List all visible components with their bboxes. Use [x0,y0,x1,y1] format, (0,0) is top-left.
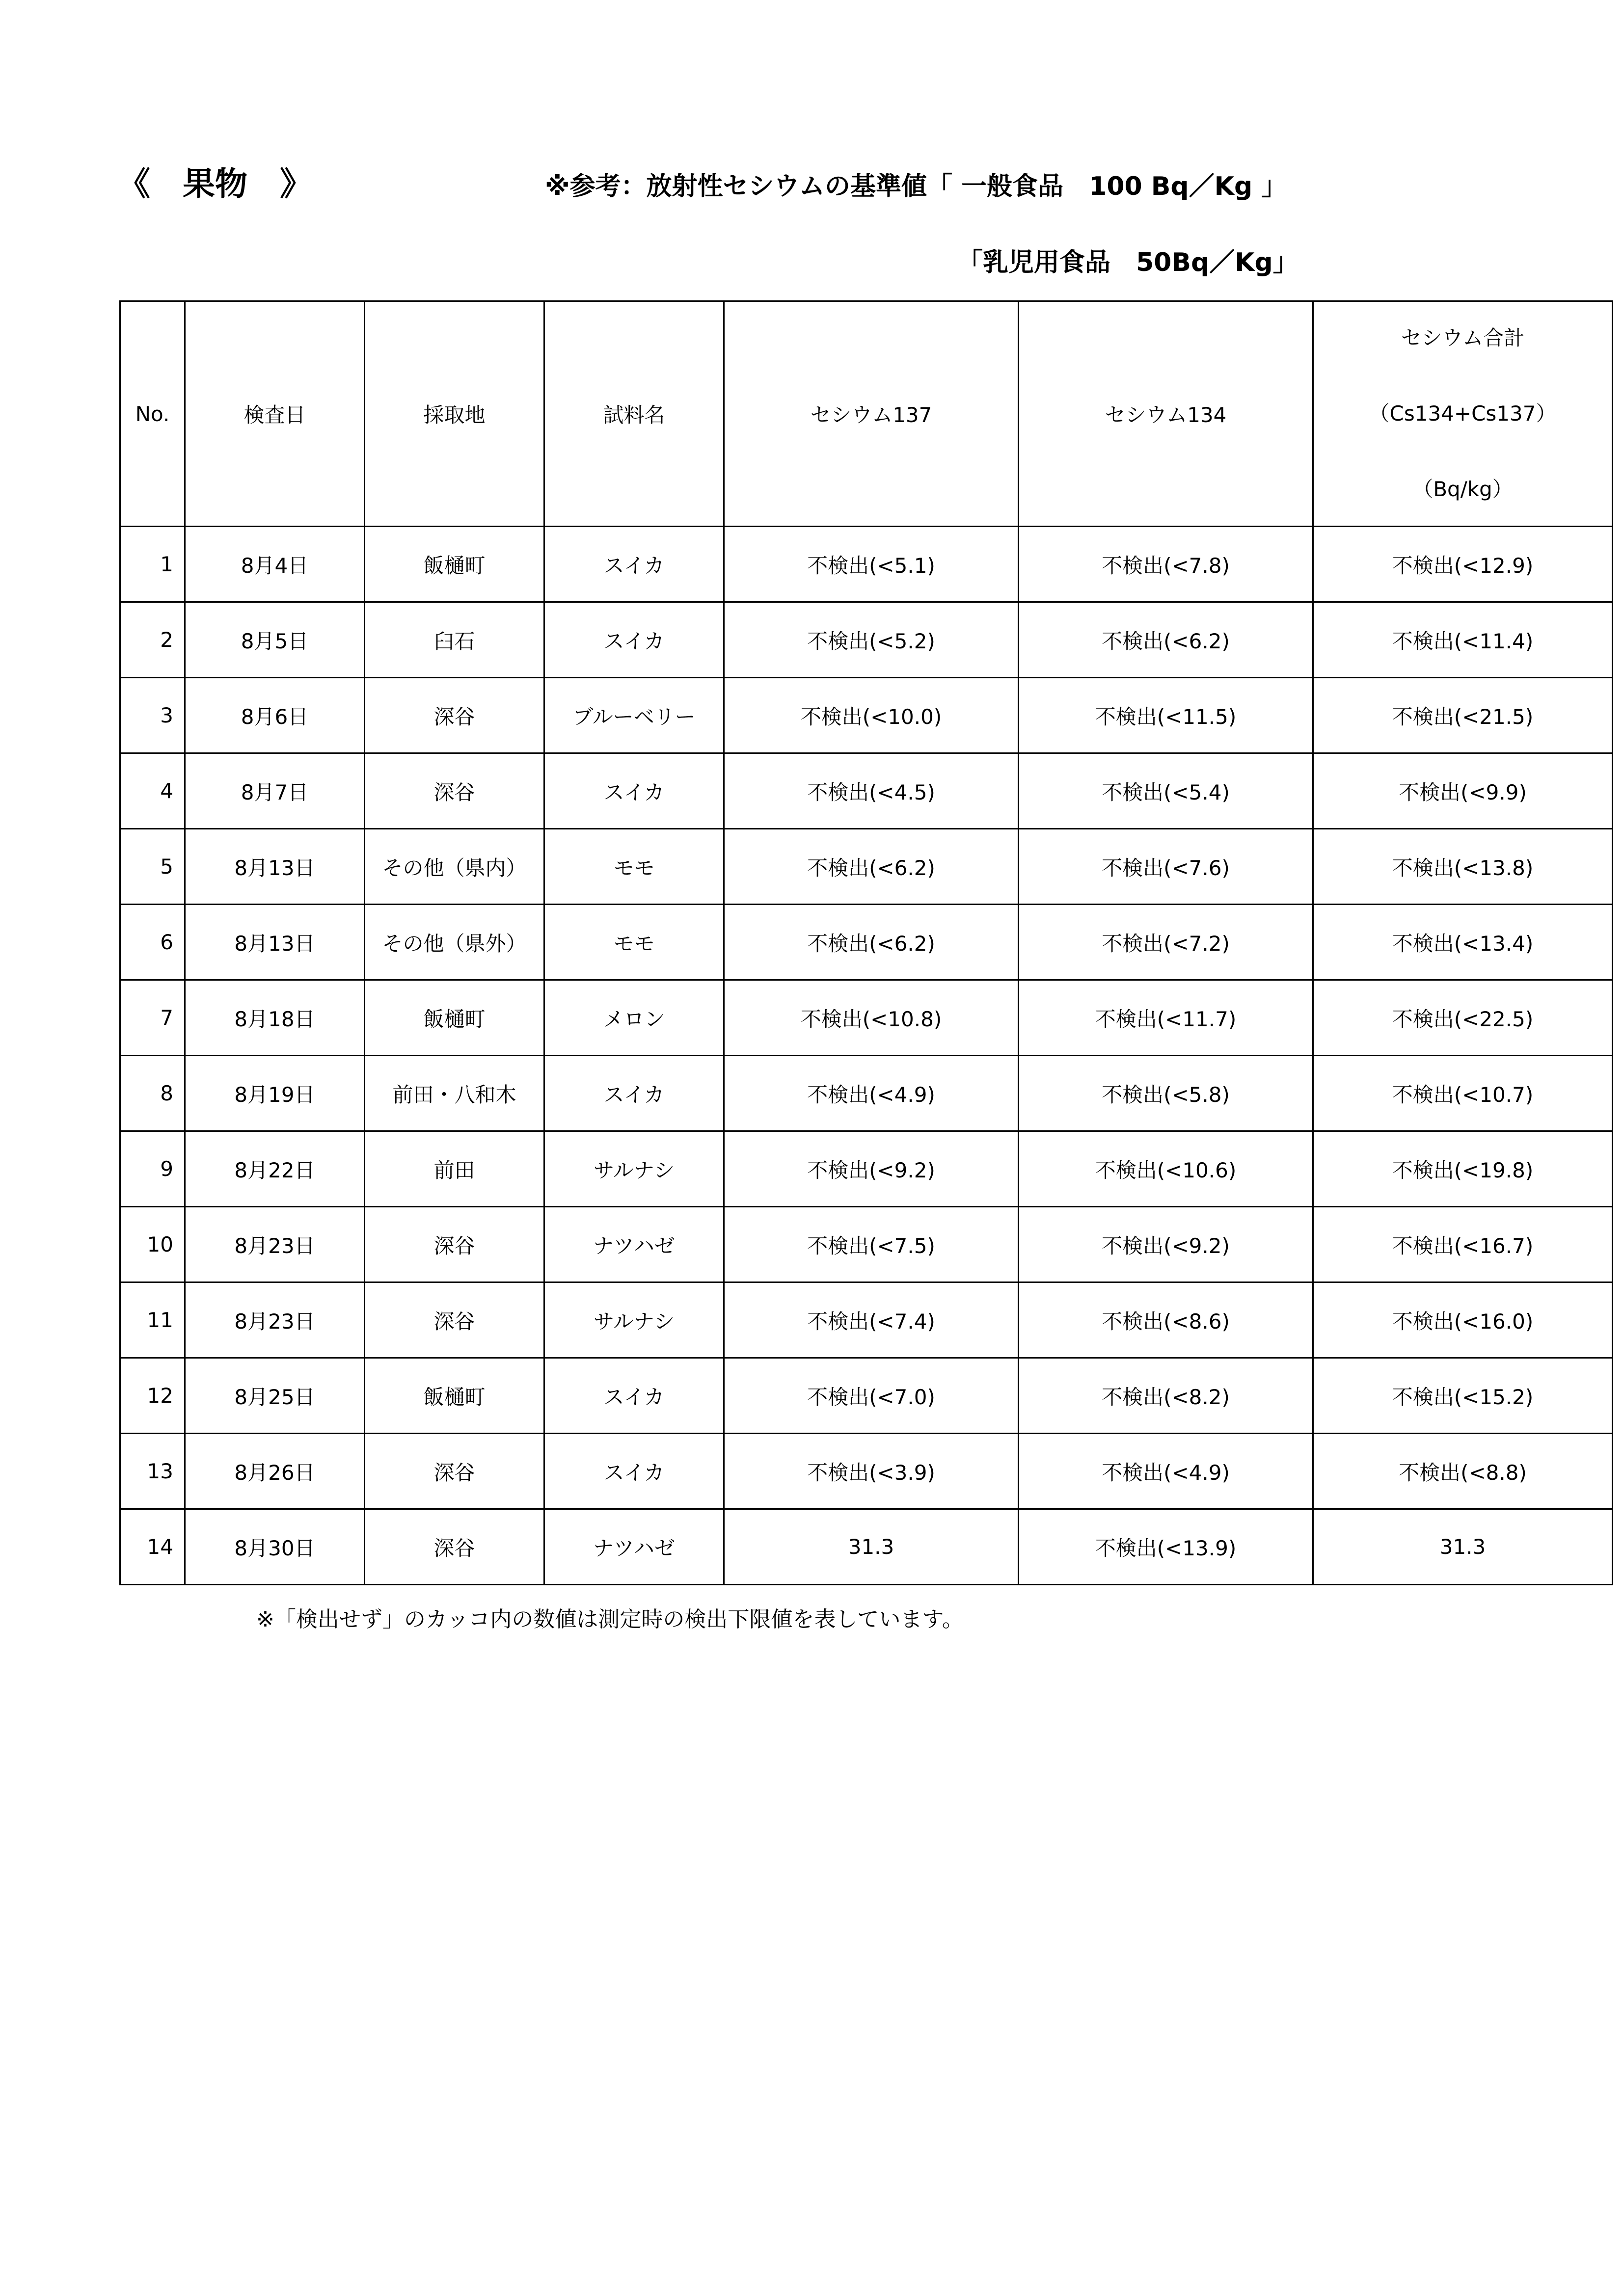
cell-cs137: 不検出(<6.2) [724,905,1019,980]
cell-total: 不検出(<16.7) [1313,1207,1613,1282]
cell-cs134: 不検出(<7.2) [1019,905,1313,980]
cell-location: 前田・八和木 [365,1056,544,1131]
header-sample: 試料名 [544,301,724,527]
cell-no: 4 [120,753,185,829]
cell-date: 8月4日 [185,527,365,602]
cell-cs137: 不検出(<3.9) [724,1434,1019,1509]
cell-sample: スイカ [544,602,724,678]
table-row [120,1282,1613,1358]
header-no: No. [120,301,185,527]
cell-cs134: 不検出(<7.8) [1019,527,1313,602]
header-location: 採取地 [365,301,544,527]
cell-sample: ブルーベリー [544,678,724,753]
header-total-title: セシウム合計 [1401,326,1525,350]
cell-no: 7 [120,980,185,1056]
cell-total: 不検出(<13.8) [1313,829,1613,905]
cell-sample: スイカ [544,527,724,602]
cell-no: 2 [120,602,185,678]
cell-no: 13 [120,1434,185,1509]
cell-total: 不検出(<22.5) [1313,980,1613,1056]
table-row [120,1207,1613,1282]
cell-location: 飯樋町 [365,980,544,1056]
cell-total: 不検出(<19.8) [1313,1131,1613,1207]
cell-date: 8月23日 [185,1207,365,1282]
cell-total: 不検出(<8.8) [1313,1434,1613,1509]
cell-no: 10 [120,1207,185,1282]
table-row [120,602,1613,678]
cell-sample: ナツハゼ [544,1207,724,1282]
cell-cs134: 不検出(<5.8) [1019,1056,1313,1131]
cell-sample: スイカ [544,1056,724,1131]
footnote: ※「検出せず」のカッコ内の数値は測定時の検出下限値を表しています。 [256,1607,964,1632]
cell-cs134: 不検出(<6.2) [1019,602,1313,678]
header-total-formula: （Cs134+Cs137） [1369,401,1557,426]
cell-cs134: 不検出(<9.2) [1019,1207,1313,1282]
reference-standard-general: ※参考：放射性セシウムの基準値「 一般食品 100 Bq／Kg 」 [545,172,1287,201]
cell-date: 8月13日 [185,905,365,980]
cell-date: 8月30日 [185,1509,365,1585]
cell-sample: ナツハゼ [544,1509,724,1585]
cell-no: 8 [120,1056,185,1131]
cell-cs137: 不検出(<5.1) [724,527,1019,602]
cell-date: 8月13日 [185,829,365,905]
cell-sample: スイカ [544,753,724,829]
table-row [120,1509,1613,1585]
cell-cs137: 不検出(<10.8) [724,980,1019,1056]
cell-no: 12 [120,1358,185,1434]
cell-total: 31.3 [1313,1509,1613,1585]
cell-sample: メロン [544,980,724,1056]
table-row [120,1434,1613,1509]
cell-date: 8月6日 [185,678,365,753]
cell-sample: スイカ [544,1358,724,1434]
cell-sample: サルナシ [544,1282,724,1358]
table-body [120,527,1613,1585]
cell-location: 深谷 [365,1509,544,1585]
cell-date: 8月19日 [185,1056,365,1131]
cell-location: 深谷 [365,1282,544,1358]
cell-cs137: 不検出(<5.2) [724,602,1019,678]
cell-no: 11 [120,1282,185,1358]
header-cs134: セシウム134 [1019,301,1313,527]
cell-location: 深谷 [365,753,544,829]
header-cs137: セシウム137 [724,301,1019,527]
cell-sample: スイカ [544,1434,724,1509]
cell-no: 5 [120,829,185,905]
header-date: 検査日 [185,301,365,527]
reference-standard-infant: 「乳児用食品 50Bq／Kg」 [957,248,1298,277]
cell-total: 不検出(<9.9) [1313,753,1613,829]
cell-no: 6 [120,905,185,980]
page-title: 《 果物 》 [118,165,312,203]
table-row [120,1358,1613,1434]
cell-cs134: 不検出(<11.7) [1019,980,1313,1056]
header-total-unit: （Bq/kg） [1412,477,1513,501]
cell-location: 飯樋町 [365,1358,544,1434]
cell-cs137: 不検出(<10.0) [724,678,1019,753]
cell-total: 不検出(<13.4) [1313,905,1613,980]
table-row [120,527,1613,602]
cell-location: 深谷 [365,678,544,753]
cell-date: 8月22日 [185,1131,365,1207]
cell-total: 不検出(<12.9) [1313,527,1613,602]
table-row [120,753,1613,829]
cell-total: 不検出(<11.4) [1313,602,1613,678]
cell-cs134: 不検出(<8.6) [1019,1282,1313,1358]
cell-no: 3 [120,678,185,753]
cell-cs137: 不検出(<4.5) [724,753,1019,829]
table-row [120,678,1613,753]
cell-location: 深谷 [365,1434,544,1509]
cell-date: 8月25日 [185,1358,365,1434]
cell-location: 臼石 [365,602,544,678]
cell-no: 9 [120,1131,185,1207]
results-table [119,300,1613,1585]
cell-cs137: 不検出(<9.2) [724,1131,1019,1207]
cell-location: 深谷 [365,1207,544,1282]
table-row [120,829,1613,905]
cell-cs134: 不検出(<11.5) [1019,678,1313,753]
table-row [120,1131,1613,1207]
cell-cs134: 不検出(<7.6) [1019,829,1313,905]
table-row [120,980,1613,1056]
cell-cs137: 不検出(<4.9) [724,1056,1019,1131]
cell-date: 8月23日 [185,1282,365,1358]
table-row [120,905,1613,980]
cell-cs134: 不検出(<4.9) [1019,1434,1313,1509]
cell-no: 1 [120,527,185,602]
cell-date: 8月18日 [185,980,365,1056]
cell-cs137: 不検出(<7.5) [724,1207,1019,1282]
cell-total: 不検出(<21.5) [1313,678,1613,753]
header-total [1313,301,1613,527]
cell-location: 飯樋町 [365,527,544,602]
cell-date: 8月7日 [185,753,365,829]
cell-cs134: 不検出(<8.2) [1019,1358,1313,1434]
cell-total: 不検出(<10.7) [1313,1056,1613,1131]
cell-location: 前田 [365,1131,544,1207]
cell-cs134: 不検出(<5.4) [1019,753,1313,829]
cell-sample: サルナシ [544,1131,724,1207]
cell-date: 8月5日 [185,602,365,678]
table-row [120,1056,1613,1131]
cell-cs137: 不検出(<7.4) [724,1282,1019,1358]
cell-cs137: 不検出(<6.2) [724,829,1019,905]
cell-sample: モモ [544,829,724,905]
table-header-row [120,301,1613,527]
cell-location: その他（県内） [365,829,544,905]
cell-total: 不検出(<15.2) [1313,1358,1613,1434]
cell-total: 不検出(<16.0) [1313,1282,1613,1358]
cell-date: 8月26日 [185,1434,365,1509]
cell-cs134: 不検出(<13.9) [1019,1509,1313,1585]
cell-cs137: 31.3 [724,1509,1019,1585]
cell-sample: モモ [544,905,724,980]
cell-cs134: 不検出(<10.6) [1019,1131,1313,1207]
cell-location: その他（県外） [365,905,544,980]
cell-no: 14 [120,1509,185,1585]
cell-cs137: 不検出(<7.0) [724,1358,1019,1434]
